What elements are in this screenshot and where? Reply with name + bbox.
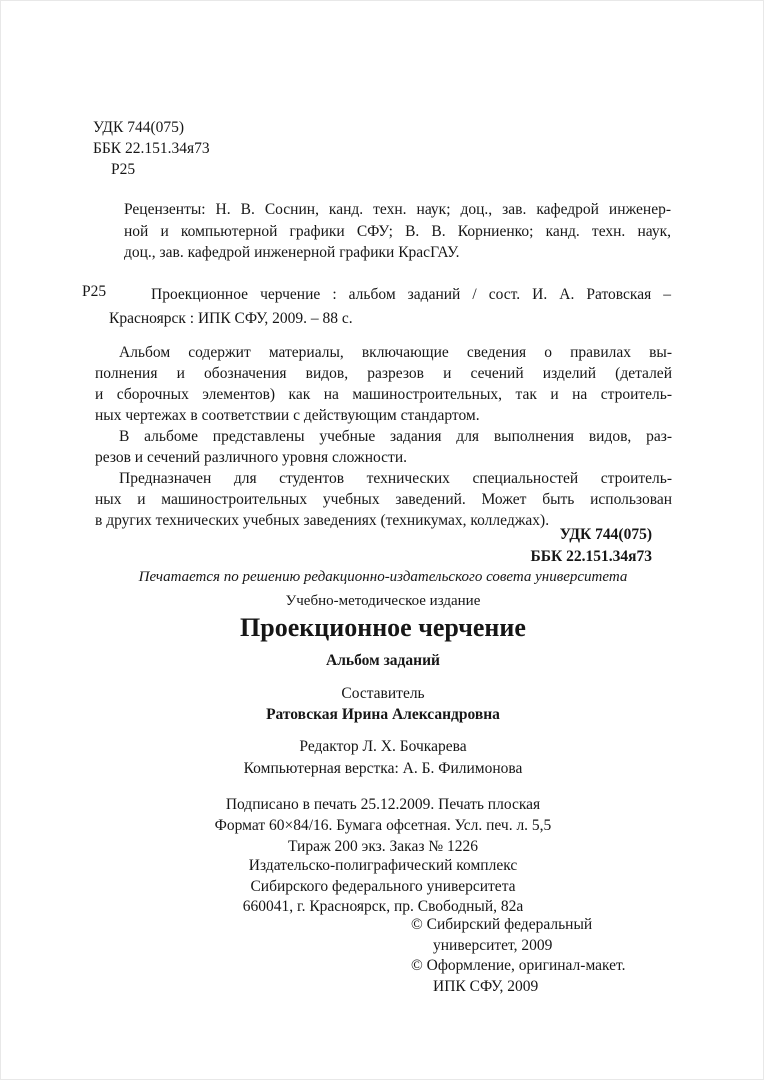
reviewers-line: ной и компьютерной графики СФУ; В. В. Корниенко; канд. техн. наук,: [124, 222, 671, 240]
print-info-line: Подписано в печать 25.12.2009. Печать плоская: [225, 796, 541, 813]
annotation-line: и сборочных элементов) как на машиностроительных, так и на строитель-: [95, 386, 672, 403]
annotation-line: В альбоме представлены учебные задания для выполнения видов, раз-: [119, 428, 672, 445]
bbk-code-bold: ББК 22.151.34я73: [530, 547, 652, 565]
annotation-line: Предназначен для студентов технических специальностей строитель-: [119, 470, 672, 487]
book-title: Проекционное черчение: [240, 613, 526, 642]
udk-code: УДК 744(075): [93, 119, 185, 136]
copyright-block: [411, 915, 626, 998]
catalog-line: Проекционное черчение : альбом заданий / сост. И. А. Ратовская –: [151, 286, 671, 303]
publisher-block: [1, 856, 764, 918]
author-sign: Р25: [111, 161, 136, 178]
catalog-line: Красноярск : ИПК СФУ, 2009. – 88 с.: [109, 310, 353, 327]
udk-code-bold: УДК 744(075): [559, 526, 652, 543]
compiler-name: Ратовская Ирина Александровна: [266, 706, 500, 723]
annotation-line: в других технических учебных заведениях (техникумах, колледжах).: [95, 512, 550, 529]
annotation-line: Альбом содержит материалы, включающие сведения о правилах вы-: [119, 344, 672, 361]
reviewers-line: доц., зав. кафедрой инженерной графики КрасГАУ.: [124, 244, 460, 262]
layout-designer-line: Компьютерная верстка: А. Б. Филимонова: [243, 760, 523, 777]
publisher-line: Издательско-полиграфический комплекс: [248, 857, 518, 874]
copyright-line: ИПК СФУ, 2009: [433, 978, 539, 996]
book-subtitle: Альбом заданий: [326, 652, 440, 669]
edition-note: Печатается по решению редакционно-издательского совета университета: [138, 569, 628, 585]
udk-bbk-block: [93, 117, 210, 180]
annotation-paragraph: [95, 426, 672, 468]
annotation-line: резов и сечений различного уровня сложности.: [95, 449, 407, 466]
annotation-paragraph: [95, 342, 672, 426]
print-info-block: [1, 794, 764, 857]
annotation-line: ных и машиностроительных учебных заведений. Может быть использован: [95, 491, 672, 508]
editor-line: Редактор Л. Х. Бочкарева: [299, 738, 467, 755]
annotation-paragraph: [95, 468, 672, 531]
annotation-line: ных чертежах в соответствии с действующим стандартом.: [95, 407, 480, 424]
print-info-line: Тираж 200 экз. Заказ № 1226: [287, 838, 479, 855]
publisher-address: 660041, г. Красноярск, пр. Свободный, 82а: [242, 898, 524, 915]
copyright-line: университет, 2009: [433, 936, 553, 954]
compiler-label: Составитель: [341, 685, 425, 702]
print-info-line: Формат 60×84/16. Бумага офсетная. Усл. печ. л. 5,5: [214, 817, 552, 834]
catalog-code: Р25: [82, 283, 107, 300]
annotation-line: полнения и обозначения видов, разрезов и сечений изделий (деталей: [95, 365, 672, 382]
copyright-line: © Оформление, оригинал-макет.: [411, 957, 626, 975]
catalog-entry: [109, 283, 671, 331]
bbk-code: ББК 22.151.34я73: [93, 140, 210, 157]
edition-type: Учебно-методическое издание: [285, 593, 481, 609]
reviewers-paragraph: [124, 199, 671, 264]
copyright-line: © Сибирский федеральный: [411, 916, 593, 933]
reviewers-line: Рецензенты: Н. В. Соснин, канд. техн. наук; доц., зав. кафедрой инженер-: [124, 201, 671, 218]
annotation-block: [95, 342, 672, 531]
publisher-line: Сибирского федерального университета: [250, 877, 516, 895]
udk-bbk-right-block: [531, 524, 653, 567]
